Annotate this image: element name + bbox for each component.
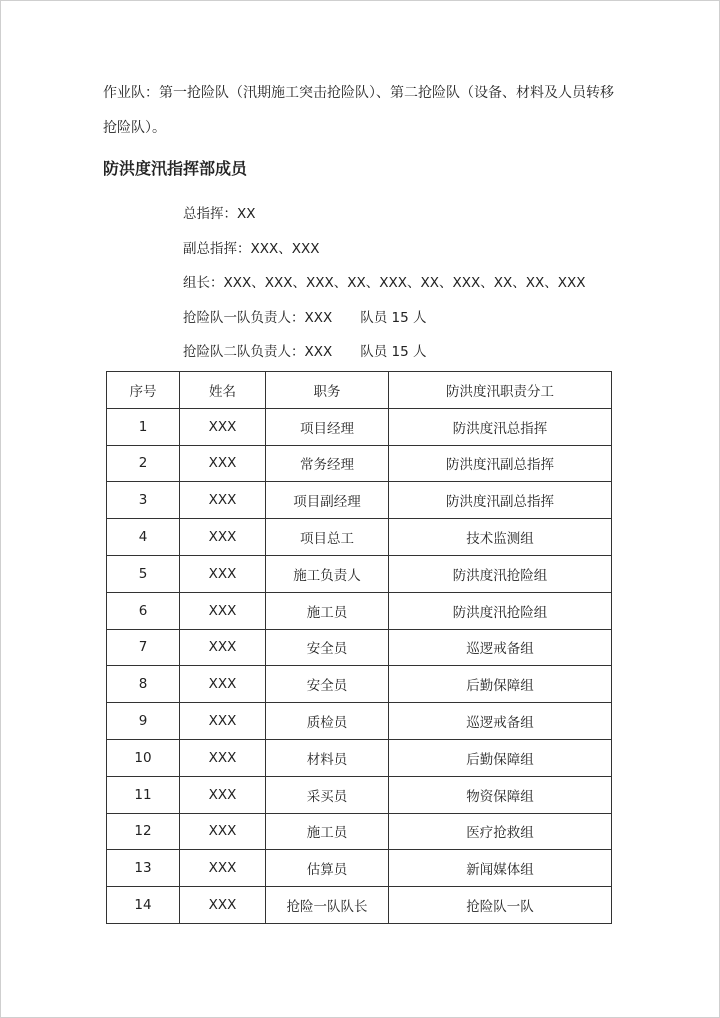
header-name: 姓名: [180, 372, 266, 409]
roster-deputy: [183, 234, 585, 269]
cell-position: 施工负责人: [266, 555, 389, 592]
cell-index: 5: [107, 555, 180, 592]
cell-index: 7: [107, 629, 180, 666]
cell-name: XXX: [180, 813, 266, 850]
roster-list: [183, 199, 585, 372]
table-row: [107, 739, 612, 776]
cell-index: 13: [107, 850, 180, 887]
cell-position: 项目总工: [266, 519, 389, 556]
header-index: 序号: [107, 372, 180, 409]
cell-position: 安全员: [266, 629, 389, 666]
cell-name: XXX: [180, 408, 266, 445]
cell-duty: 防洪度汛副总指挥: [389, 482, 612, 519]
header-position: 职务: [266, 372, 389, 409]
cell-name: XXX: [180, 887, 266, 924]
table-row: [107, 482, 612, 519]
table-header-row: [107, 372, 612, 409]
duty-table-body: [107, 408, 612, 923]
cell-duty: 新闻媒体组: [389, 850, 612, 887]
cell-position: 估算员: [266, 850, 389, 887]
cell-index: 1: [107, 408, 180, 445]
cell-duty: 技术监测组: [389, 519, 612, 556]
cell-name: XXX: [180, 850, 266, 887]
intro-paragraph: 作业队：第一抢险队（汛期施工突击抢险队）、第二抢险队（设备、材料及人员转移抢险队）。: [103, 85, 614, 136]
cell-duty: 巡逻戒备组: [389, 703, 612, 740]
table-row: [107, 445, 612, 482]
cell-index: 14: [107, 887, 180, 924]
cell-position: 安全员: [266, 666, 389, 703]
cell-duty: 防洪度汛抢险组: [389, 555, 612, 592]
team2-leader-text: 抢险队二队负责人：XXX: [183, 344, 333, 360]
cell-position: 采买员: [266, 776, 389, 813]
cell-duty: 防洪度汛抢险组: [389, 592, 612, 629]
cell-name: XXX: [180, 703, 266, 740]
duty-table: [106, 371, 612, 924]
roster-team1: [183, 303, 585, 338]
commander-text: 总指挥：XX: [183, 206, 256, 222]
cell-index: 2: [107, 445, 180, 482]
cell-name: XXX: [180, 666, 266, 703]
table-row: [107, 408, 612, 445]
cell-duty: 物资保障组: [389, 776, 612, 813]
cell-position: 项目经理: [266, 408, 389, 445]
cell-position: 材料员: [266, 739, 389, 776]
cell-name: XXX: [180, 445, 266, 482]
header-duty: 防洪度汛职责分工: [389, 372, 612, 409]
cell-duty: 后勤保障组: [389, 739, 612, 776]
cell-index: 10: [107, 739, 180, 776]
cell-name: XXX: [180, 629, 266, 666]
cell-duty: 医疗抢救组: [389, 813, 612, 850]
cell-duty: 抢险队一队: [389, 887, 612, 924]
table-row: [107, 703, 612, 740]
table-row: [107, 776, 612, 813]
section-title: 防洪度汛指挥部成员: [103, 159, 248, 178]
team1-leader-text: 抢险队一队负责人：XXX: [183, 309, 333, 326]
cell-index: 8: [107, 666, 180, 703]
table-row: [107, 850, 612, 887]
table-row: [107, 887, 612, 924]
cell-name: XXX: [180, 739, 266, 776]
cell-position: 质检员: [266, 703, 389, 740]
cell-index: 11: [107, 776, 180, 813]
cell-name: XXX: [180, 555, 266, 592]
members-text: 组长：XXX、XXX、XXX、XX、XXX、XX、XXX、XX、XX、XXX: [183, 275, 586, 291]
cell-name: XXX: [180, 592, 266, 629]
table-row: [107, 813, 612, 850]
cell-position: 项目副经理: [266, 482, 389, 519]
cell-duty: 防洪度汛总指挥: [389, 408, 612, 445]
table-row: [107, 555, 612, 592]
cell-duty: 巡逻戒备组: [389, 629, 612, 666]
team2-size-text: 队员 15 人: [360, 344, 427, 360]
cell-index: 3: [107, 482, 180, 519]
cell-duty: 后勤保障组: [389, 666, 612, 703]
cell-name: XXX: [180, 519, 266, 556]
deputy-text: 副总指挥：XXX、XXX: [183, 240, 320, 257]
table-row: [107, 666, 612, 703]
cell-index: 9: [107, 703, 180, 740]
cell-index: 12: [107, 813, 180, 850]
table-row: [107, 629, 612, 666]
cell-index: 4: [107, 519, 180, 556]
roster-team2: [183, 337, 585, 372]
team1-size-text: 队员 15 人: [360, 309, 427, 326]
cell-name: XXX: [180, 482, 266, 519]
cell-name: XXX: [180, 776, 266, 813]
cell-duty: 防洪度汛副总指挥: [389, 445, 612, 482]
cell-position: 施工员: [266, 813, 389, 850]
roster-members: [183, 268, 585, 303]
table-row: [107, 519, 612, 556]
cell-index: 6: [107, 592, 180, 629]
cell-position: 抢险一队队长: [266, 887, 389, 924]
table-row: [107, 592, 612, 629]
cell-position: 常务经理: [266, 445, 389, 482]
roster-commander: [183, 199, 585, 234]
cell-position: 施工员: [266, 592, 389, 629]
